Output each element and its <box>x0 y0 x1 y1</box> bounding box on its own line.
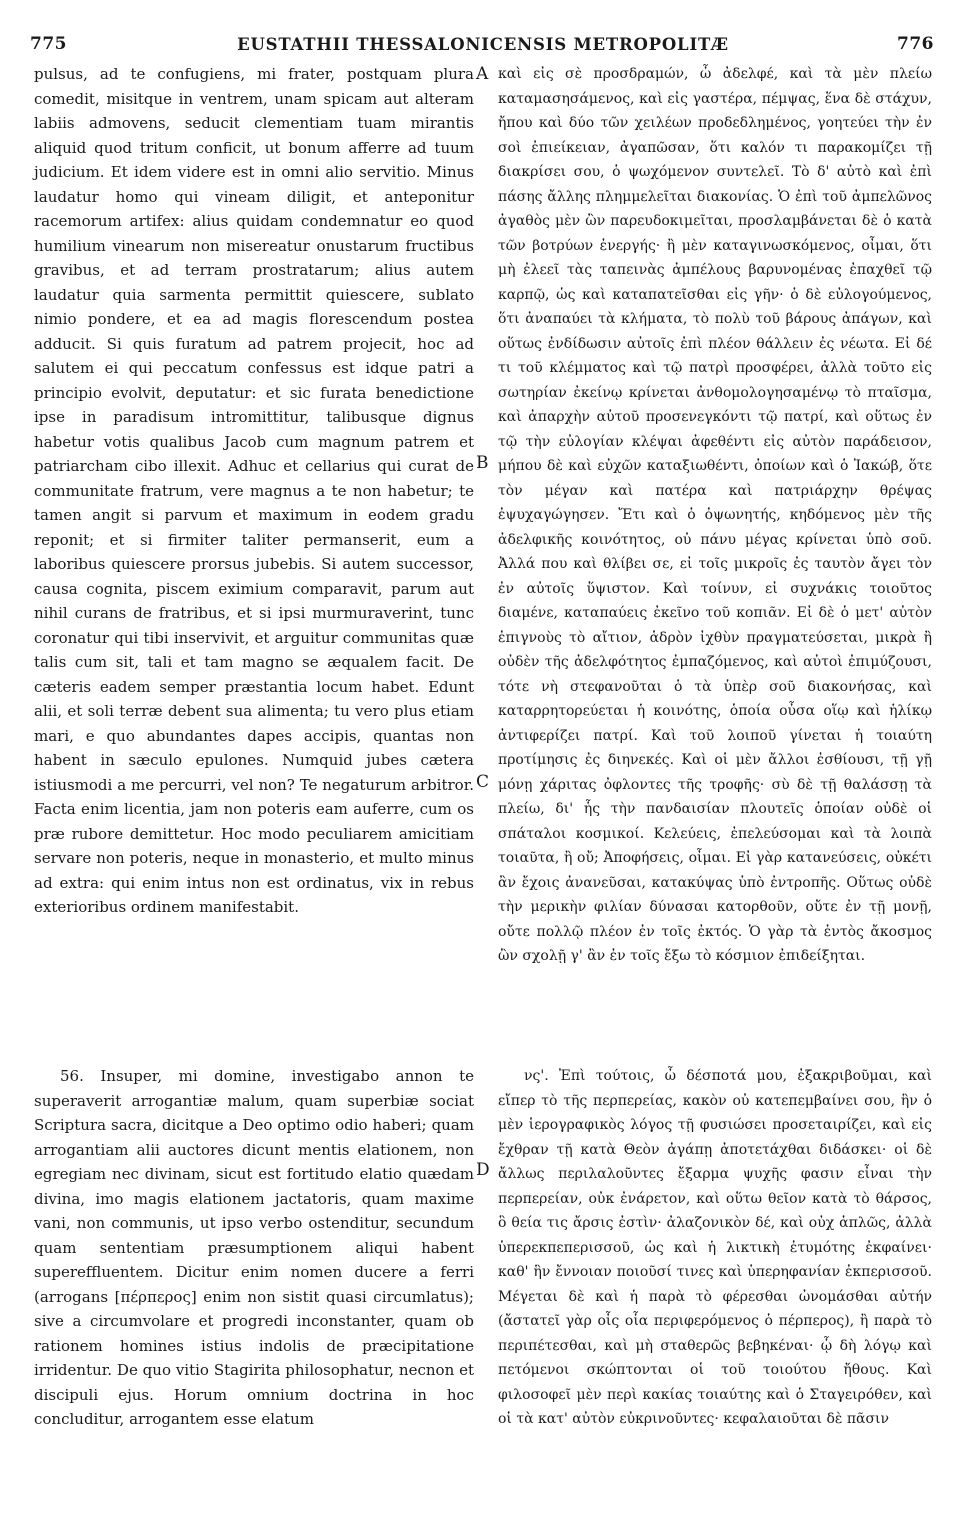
section-marker-a: A <box>476 64 489 84</box>
page-header <box>0 34 966 60</box>
greek-column-section-56 <box>498 1064 932 1432</box>
greek-paragraph-1: καὶ εἰς σὲ προσδραμών, ὦ ἀδελφέ, καὶ τὰ μὲν πλείω καταμασησάμενος, καὶ εἰς γαστέρα, πέμψας, ἕνα δὲ στάχυν, ἤπου καὶ δύο τῶν χειλέων προδεδλημένος, γοητεύει τὴν ἐν σοὶ ἐπιείκειαν, ἀγαπῶσαν, ὅτι καλόν τι παρακομίζει τῇ διακρίσει σου, ὁ ψωχόμενον συντελεῖ. Τὸ δ' αὐτὸ καὶ ἐπὶ πάσης ἄλλης πλημμελεῖται διακονίας. Ὁ ἐπὶ τοῦ ἀμπελῶνος ἀγαθὸς μὲν ὢν παρευδοκιμεῖται, προσλαμβάνεται δὲ ὁ κατὰ τῶν βοτρύων ἐνεργής· ἢ μὲν καταγινωσκόμενος, οἶμαι, ὅτι μὴ ἐλεεῖ τὰς ταπεινὰς ἀμπέλους βαρυνομένας ἐπαχθεῖ τῷ καρπῷ, ὡς καὶ καταπατεῖσθαι εἰς γῆν· ὁ δὲ εὐλογούμενος, ὅτι ἀναπαύει τὰ κλήματα, τὸ πολὺ τοῦ βάρους ἀπάγων, καὶ οὕτως ἐνδίδωσιν αὐτοῖς ἐπὶ πλέον θάλλειν ἐς νέωτα. Εἰ δέ τι τοῦ κλέμματος καὶ τῷ πατρὶ προσφέρει, ἀλλὰ τοῦτο εἰς σωτηρίαν ἐκείνῳ κρίνεται ἀνθομολογησαμένῳ τὸ πταῖσμα, καὶ ἀπαρχὴν αὐτοῦ προσενεγκόντι τῷ πατρί, καὶ οὕτως ἐν τῷ τὴν εὐλογίαν κλέψαι ἀφεθέντι εἰς αὐτὸν παράδεισον, μήπου δὲ καὶ εὐχῶν καταξιωθέντι, ὁποίων καὶ ὁ Ἰακώβ, ὅτε τὸν μέγαν καὶ πατέρα καὶ πατριάρχην θρέψας ἐψυχαγώγησεν. Ἔτι καὶ ὁ ὀψωνητής, κηδόμενος μὲν τῆς ἀδελφικῆς κοινότητος, οὐ πάνυ μέγας κρίνεται ὑπὸ σοῦ. Ἀλλά που καὶ θλίβει σε, εἰ τοῖς μικροῖς ἐς ταυτὸν ἄγει τὸν ἐν αὐτοῖς ὕψιστον. Καὶ τοίνυν, εἰ συχνάκις τοιοῦτος διαμένε, καταπαύεις ἐκεῖνο τοῦ κοπιᾶν. Εἰ δὲ ὁ μετ' αὐτὸν ἐπιγνοὺς τὸ αἴτιον, ἁδρὸν ἰχθὺν πραγματεύσεται, μικρὰ ἢ οὐδὲν τῆς ἀδελφότητος ἐμπαζόμενος, καὶ αὐτοὶ ἐπιμύζουσι, τότε νὴ στεφανοῦται ὁ τὰ ὑπὲρ σοῦ διακονήσας, καὶ καταρρητορεύεται ἡ κοινότης, ὁποία οὖσα οἵῳ καὶ ἡλίκῳ ἀντιφερίζει πατρί. Καὶ τοῦ λοιποῦ γίνεται ἡ τοιαύτη προτίμησις ἐς διηνεκές. Καὶ οἱ μὲν ἄλλοι ἐσθίουσι, τῇ γῇ μόνῃ χάριτας ὀφλοντες τῆς τροφῆς· σὺ δὲ τῇ θαλάσσῃ τὰ πλείω, δι' ἧς τὴν πανδαισίαν πλουτεῖς ὁποίαν οὐδὲ οἱ σπάταλοι κοσμικοί. Κελεύεις, ἐπελεύσομαι καὶ τὰ λοιπὰ τοιαῦτα, ἢ οὔ; Ἀποφήσεις, οἶμαι. Εἰ γὰρ κατανεύσεις, οὐκέτι ἂν ἔχοις ἀνανεῦσαι, κατακύψας ὑπὸ ἐντροπῆς. Οὕτως οὐδὲ τὴν μερικὴν φιλίαν δύνασαι κατορθοῦν, οὔτε ἐν τῇ μονῇ, οὔτε πολλῷ πλέον ἐν τοῖς ἐκτός. Ὁ γὰρ τὰ ἐντὸς ἄκοσμος ὢν σχολῇ γ' ἂν ἐν τοῖς ἔξω τὸ κόσμιον ἐπιδείξηται. <box>498 66 932 964</box>
section-marker-c: C <box>476 772 490 792</box>
greek-paragraph-2: νς'. Ἐπὶ τούτοις, ὦ δέσποτά μου, ἐξακριβοῦμαι, καὶ εἴπερ τὸ τῆς περπερείας, κακὸν οὐ κατεπεμβαίνει σου, ἣν ὁ μὲν ἱερογραφικὸς λόγος τῇ φυσιώσει προσεταιρίζει, καὶ εἰς ἔχθραν τῇ κατὰ Θεὸν ἀγάπῃ ἀποτετάχθαι διδάσκει· οἱ δὲ ἄλλως περιλαλοῦντες ἔξαρμα ψυχῆς φασιν εἶναι τὴν περπερείαν, οὐκ ἐνάρετον, καὶ οὕτω θεῖον κατὰ τὸ θάρσος, ὃ θεία τις ἄρσις ἐστὶν· ἀλαζονικὸν δέ, καὶ οὐχ ἁπλῶς, ἀλλὰ ὑπερεκπεπερισσοῦ, ὡς καὶ ἡ λικτικὴ ἐτυμότης ἐκφαίνει· καθ' ἣν ἔννοιαν ποιοῦσί τινες καὶ ὑπερηφανίαν ἐκπερισσοῦ. Μέγεται δὲ καὶ ἡ παρὰ τὸ φέρεσθαι ὠνομάσθαι αὐτήν (ἄστατεῖ γὰρ οἷς οἷα περιφερόμενος ὁ πέρπερος), ἢ παρὰ τὸ περιπέτεσθαι, καὶ μὴ σταθερῶς βεβηκέναι· ᾧ δὴ λόγῳ καὶ πετόμενοι σκώπτονται οἱ τοῦ τοιούτου ἤθους. Καὶ φιλοσοφεῖ μὲν περὶ κακίας τοιαύτης καὶ ὁ Σταγειρόθεν, καὶ οἱ τὰ κατ' αὐτὸν εὐκρινοῦντες· κεφαλαιοῦται δὲ πᾶσιν <box>498 1068 932 1427</box>
latin-paragraph-1: pulsus, ad te confugiens, mi frater, postquam plura comedit, misitque in ventrem, unam spicam aut alteram labiis admovens, seducit clementiam tuam mirantis aliquid quod tritum conficit, ut bonum afferre ad tuum judicium. Et idem videre est in omni alio servitio. Minus laudatur homo qui vineam diligit, et anteponitur racemorum artifex: alius quidam condemnatur eo quod humilium vinearum non misereatur onustarum fructibus gravibus, et ad terram prostratarum; alius autem laudatur quia sarmenta permittit quiescere, sublato nimio pondere, et ea ad magis florescendum postea adducit. Si quis furatum ad patrem projecit, hoc ad salutem ei qui peccatum confessus est idque patri a principio evolvit, deputatur: et sic furata benedictione ipse in paradisum intromittitur, talibusque dignus habetur votis qualibus Jacob cum magnum patrem et patriarcham cibo illexit. Adhuc et cellarius qui curat de communitate fratrum, vere magnus a te non habetur; te tamen angit si parvum et maximum in eodem gradu reponit; et si firmiter taliter permanserit, eum a laboribus quiescere prorsus jubebis. Si autem successor, causa cognita, piscem eximium comparavit, parum aut nihil curans de fratribus, et si ipsi murmuraverint, tunc coronatur qui tibi inservivit, et arguitur communitas quæ talis cum sit, tali et tam magno se æqualem facit. De cæteris eadem semper præstantia locum habet. Edunt alii, et soli terræ debent sua alimenta; tu vero plus etiam mari, e quo abundantes dapes accipis, quantas non habent in sæculo epulones. Numquid jubes cætera istiusmodi a me percurri, vel non? Te negaturum arbitror. Facta enim licentia, jam non poteris eam auferre, cum os præ rubore demittetur. Hoc modo peculiarem amicitiam servare non poteris, neque in monasterio, et multo minus ad extra: qui enim intus non est ordinatus, vix in rebus exterioribus ordinem manifestabit. <box>34 65 474 916</box>
page-number-left: 775 <box>30 34 67 54</box>
latin-paragraph-2: 56. Insuper, mi domine, investigabo annon te superaverit arrogantiæ malum, quam superbiæ sociat Scriptura sacra, dicitque a Deo optimo odio haberi; quam arrogantiam alii auctores dicunt mentis elationem, non egregiam nec divinam, sicut est fortitudo elatio quædam divina, imo magis elationem jactatoris, quam maxime vani, non communis, ut ipso verbo ostenditur, secundum quam sententiam præsumptionem aliqui habent supereffluentem. Dicitur enim nomen ducere a ferri (arrogans [πέρπερος] enim non sistit quasi circumlatus); sive a circumvolare et progredi inconstanter, quam ob rationem homines istius indolis de præcipitatione irridentur. De quo vitio Stagirita philosophatur, necnon et discipuli ejus. Horum omnium doctrina in hoc concluditur, arrogantem esse elatum <box>34 1067 474 1428</box>
latin-column-section-56 <box>34 1064 474 1432</box>
page-number-right: 776 <box>897 34 934 54</box>
section-marker-d: D <box>476 1160 490 1180</box>
latin-column <box>34 62 474 920</box>
greek-column <box>498 62 932 969</box>
running-title: EUSTATHII THESSALONICENSIS METROPOLITÆ <box>237 35 729 54</box>
section-marker-b: B <box>476 453 489 473</box>
